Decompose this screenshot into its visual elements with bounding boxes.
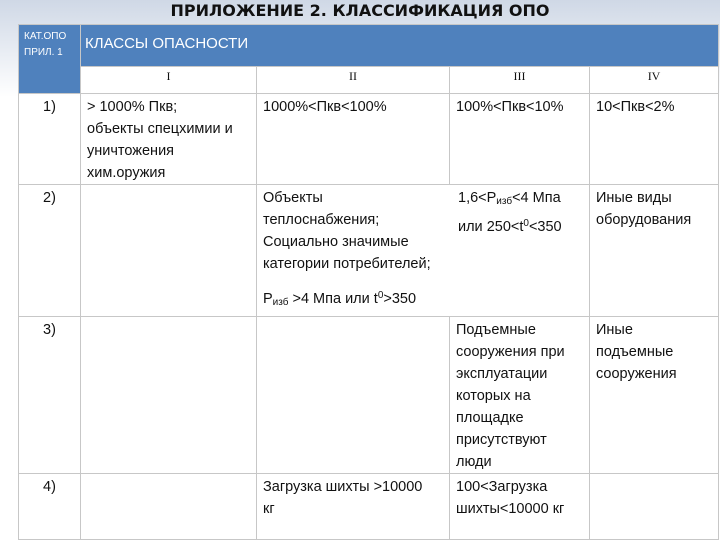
cell-line: Подъемные: [456, 322, 536, 338]
cell-line: Социально значимые: [263, 234, 409, 250]
class-iii-header: III: [450, 67, 590, 94]
cell-line: 1000%<Пкв<100%: [263, 99, 387, 115]
cell-line: шихты<10000 кг: [456, 501, 565, 517]
row4-class2-cell: [257, 474, 450, 540]
row1-class1-cell: [81, 94, 257, 185]
row4-class1-cell: [81, 474, 257, 540]
cell-line: подъемные: [596, 344, 674, 360]
row2-class2-3-cell: [257, 185, 590, 317]
row2-class4-cell: [590, 185, 719, 317]
cell-line: $1,6<Р_{изб}<4$ Мпа: [458, 190, 561, 207]
row3-class4-cell: [590, 317, 719, 474]
cell-line: теплоснабжения;: [263, 212, 380, 228]
cell-line: объекты спецхимии и: [87, 121, 233, 137]
classification-table: [18, 24, 719, 540]
cell-line: категории потребителей;: [263, 256, 431, 272]
row3-class2-cell: [257, 317, 450, 474]
page-title: ПРИЛОЖЕНИЕ 2. КЛАССИФИКАЦИЯ ОПО: [170, 1, 550, 20]
row2-class2-block: [263, 187, 450, 275]
cell-line: люди: [456, 454, 492, 470]
cell-line: 100%<Пкв<10%: [456, 99, 564, 115]
cell-line: или $250<t^0<350$: [458, 218, 562, 235]
cell-line: площадке: [456, 410, 524, 426]
row2-class1-cell: [81, 185, 257, 317]
row3-class1-cell: [81, 317, 257, 474]
cell-line: Объекты: [263, 190, 323, 206]
hazard-classes-header: КЛАССЫ ОПАСНОСТИ: [81, 25, 719, 67]
category-header-line2: ПРИЛ. 1: [24, 47, 63, 58]
cell-line: 10<Пкв<2%: [596, 99, 675, 115]
row3-class3-cell: [450, 317, 590, 474]
row4-class4-cell: [590, 474, 719, 540]
roman-header-row: [19, 67, 719, 94]
class-iv-header: IV: [590, 67, 719, 94]
row1-class2-cell: [257, 94, 450, 185]
cell-line: присутствуют: [456, 432, 547, 448]
header-row: [19, 25, 719, 67]
row-number: 4): [19, 474, 81, 540]
cell-line: $Р_{изб} >4$ Мпа или $t^0>350$: [263, 290, 417, 308]
class-i-header: I: [81, 67, 257, 94]
row-number: 1): [19, 94, 81, 185]
cell-line: сооружения при: [456, 344, 565, 360]
row-number: 3): [19, 317, 81, 474]
table-row: [19, 474, 719, 540]
category-header-line1: КАТ.ОПО: [24, 31, 67, 42]
cell-line: хим.оружия: [87, 165, 166, 181]
cell-line: 100<Загрузка: [456, 479, 548, 495]
table-row: [19, 94, 719, 185]
cell-line: Иные: [596, 322, 633, 338]
cell-line: Иные виды: [596, 190, 672, 206]
row2-class3-block: [450, 187, 562, 275]
cell-line: > 1000% Пкв;: [87, 99, 178, 115]
cell-line: сооружения: [596, 366, 677, 382]
class-ii-header: II: [257, 67, 450, 94]
cell-line: уничтожения: [87, 143, 175, 159]
row1-class4-cell: [590, 94, 719, 185]
table-row: [19, 317, 719, 474]
cell-line: Загрузка шихты >10000: [263, 479, 423, 495]
category-header: [19, 25, 81, 94]
cell-line: эксплуатации: [456, 366, 548, 382]
row-number: 2): [19, 185, 81, 317]
row4-class3-cell: [450, 474, 590, 540]
cell-line: кг: [263, 501, 275, 517]
table-row: [19, 185, 719, 317]
row1-class3-cell: [450, 94, 590, 185]
cell-line: оборудования: [596, 212, 692, 228]
cell-line: которых на: [456, 388, 531, 404]
